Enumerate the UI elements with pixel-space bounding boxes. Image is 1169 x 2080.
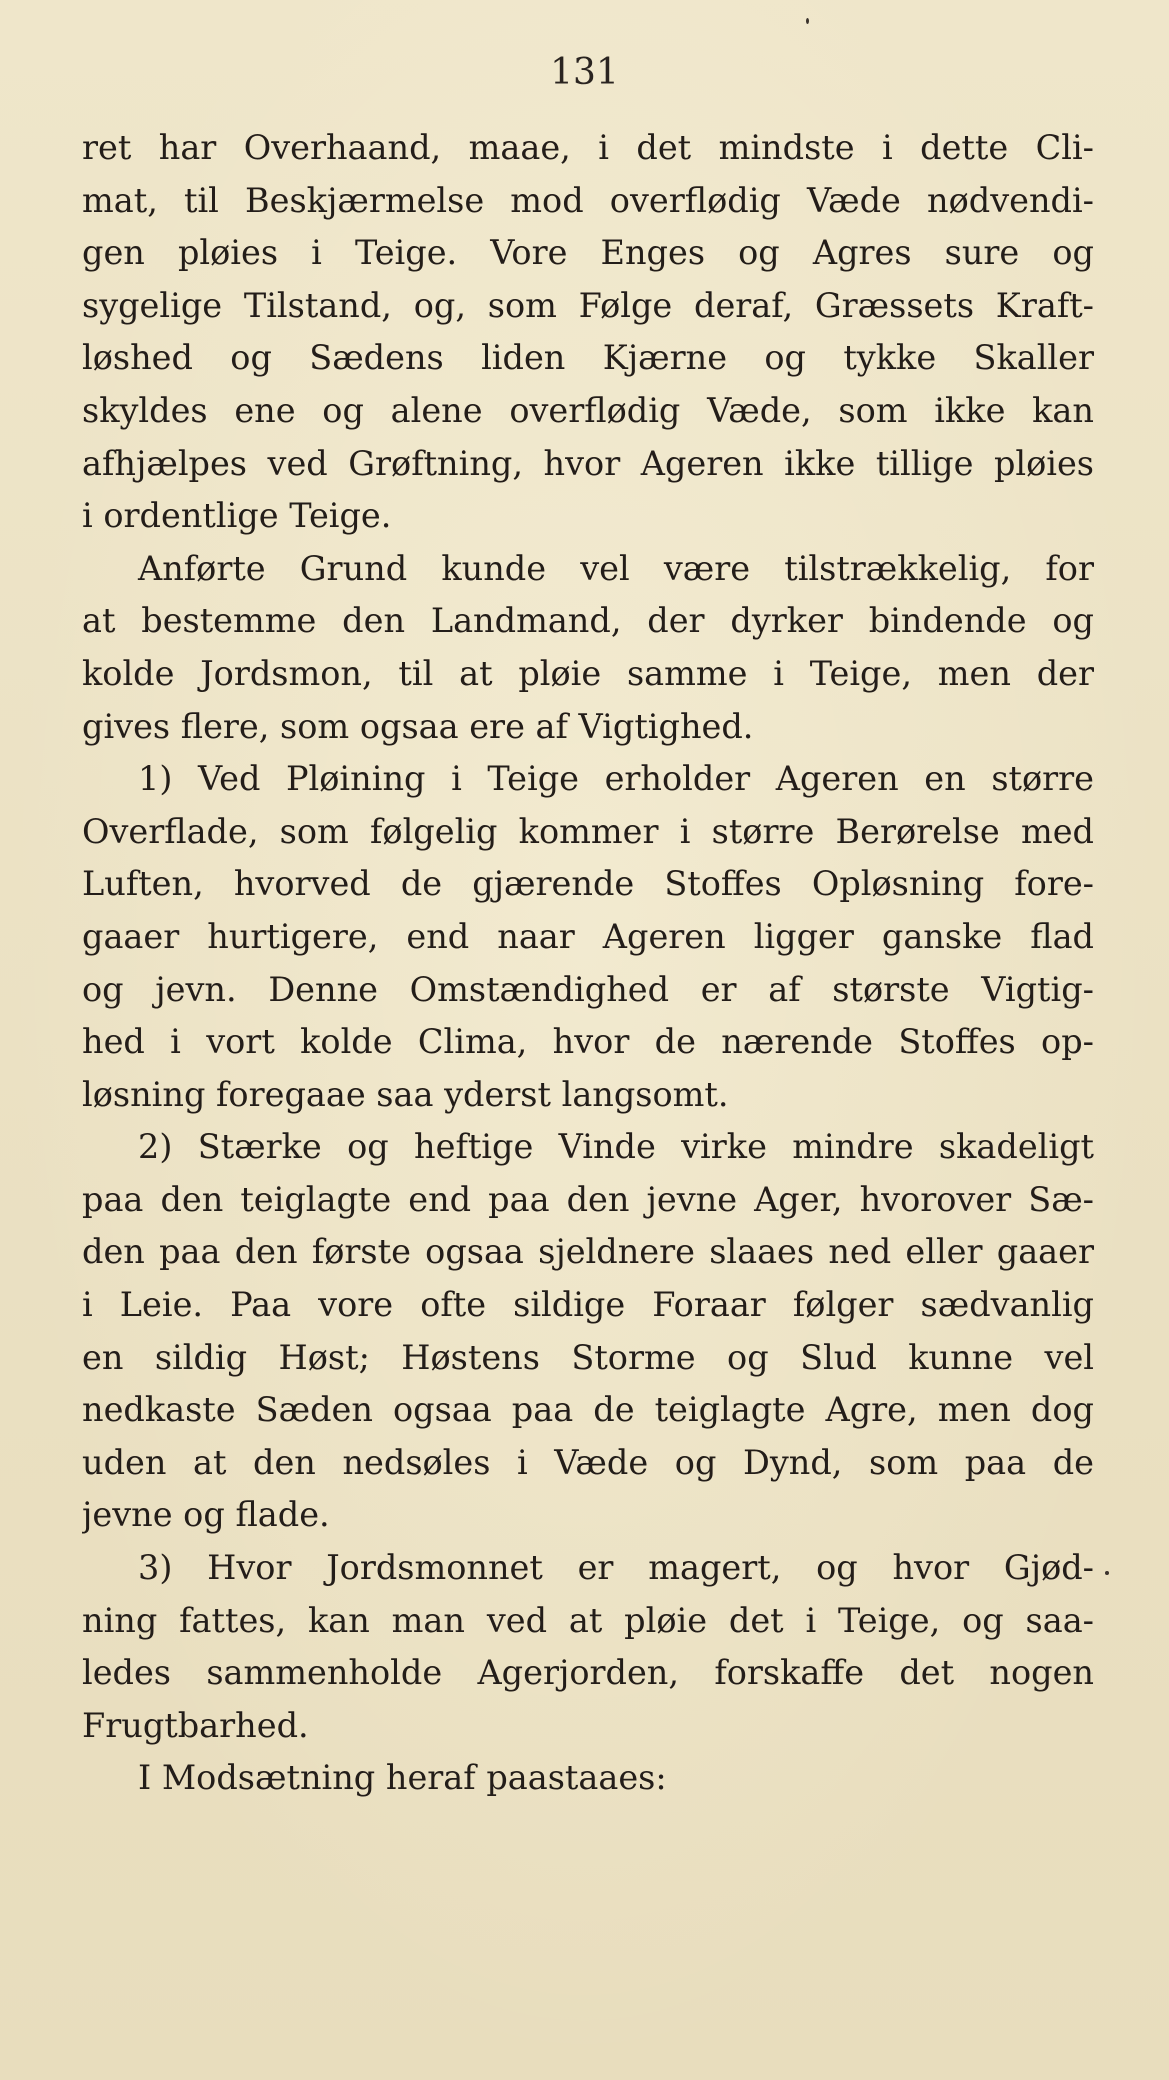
paper-speck bbox=[806, 18, 809, 24]
text-line: Overflade, som følgelig kommer i større Berørelse med bbox=[82, 811, 1094, 851]
text-line: ning fattes, kan man ved at pløie det i Teige, og saa- bbox=[82, 1600, 1094, 1640]
text-line: nedkaste Sæden ogsaa paa de teiglagte Agre, men dog bbox=[82, 1390, 1094, 1430]
text-line: uden at den nedsøles i Væde og Dynd, som paa de bbox=[82, 1442, 1094, 1482]
text-line: jevne og flade. bbox=[82, 1495, 330, 1535]
text-line: løsning foregaae saa yderst langsomt. bbox=[82, 1074, 729, 1114]
text-line: og jevn. Denne Omstændighed er af største Vigtig- bbox=[82, 969, 1094, 1009]
text-line: ret har Overhaand, maae, i det mindste i dette Cli- bbox=[82, 128, 1094, 167]
text-line: hed i vort kolde Clima, hvor de nærende Stoffes op- bbox=[82, 1022, 1094, 1062]
text-line: Frugtbarhed. bbox=[82, 1705, 309, 1745]
text-line: sygelige Tilstand, og, som Følge deraf, Græssets Kraft- bbox=[82, 285, 1094, 325]
text-line: gen pløies i Teige. Vore Enges og Agres sure og bbox=[82, 233, 1094, 273]
text-line: gives flere, som ogsaa ere af Vigtighed. bbox=[82, 706, 754, 746]
text-line: Anførte Grund kunde vel være tilstrækkelig, for bbox=[138, 548, 1094, 588]
body-text bbox=[82, 122, 1094, 1805]
text-line: paa den teiglagte end paa den jevne Ager, hvorover Sæ- bbox=[82, 1179, 1094, 1219]
text-line: løshed og Sædens liden Kjærne og tykke Skaller bbox=[82, 338, 1094, 378]
text-line: 1) Ved Pløining i Teige erholder Ageren en større bbox=[138, 759, 1094, 799]
text-line: Luften, hvorved de gjærende Stoffes Opløsning fore- bbox=[82, 864, 1094, 904]
text-line: ledes sammenholde Agerjorden, forskaffe det nogen bbox=[82, 1653, 1094, 1693]
text-line: I Modsætning heraf paastaaes: bbox=[138, 1758, 667, 1798]
text-line: i Leie. Paa vore ofte sildige Foraar følger sædvanlig bbox=[82, 1285, 1094, 1325]
text-line: 3) Hvor Jordsmonnet er magert, og hvor Gjød- bbox=[138, 1548, 1094, 1588]
text-line: den paa den første ogsaa sjeldnere slaaes ned eller gaaer bbox=[82, 1232, 1094, 1272]
text-line: skyldes ene og alene overflødig Væde, som ikke kan bbox=[82, 390, 1094, 430]
text-line: en sildig Høst; Høstens Storme og Slud kunne vel bbox=[82, 1337, 1094, 1377]
text-line: gaaer hurtigere, end naar Ageren ligger ganske flad bbox=[82, 916, 1094, 956]
text-line: 2) Stærke og heftige Vinde virke mindre skadeligt bbox=[138, 1127, 1094, 1167]
text-line: i ordentlige Teige. bbox=[82, 496, 392, 536]
page-number: 131 bbox=[550, 52, 619, 93]
text-line: mat, til Beskjærmelse mod overflødig Væde nødvendi- bbox=[82, 180, 1094, 220]
text-line: afhjælpes ved Grøftning, hvor Ageren ikke tillige pløies bbox=[82, 443, 1094, 483]
text-line: at bestemme den Landmand, der dyrker bindende og bbox=[82, 601, 1094, 641]
paper-speck bbox=[1105, 1571, 1109, 1575]
text-line: kolde Jordsmon, til at pløie samme i Teige, men der bbox=[82, 653, 1094, 693]
